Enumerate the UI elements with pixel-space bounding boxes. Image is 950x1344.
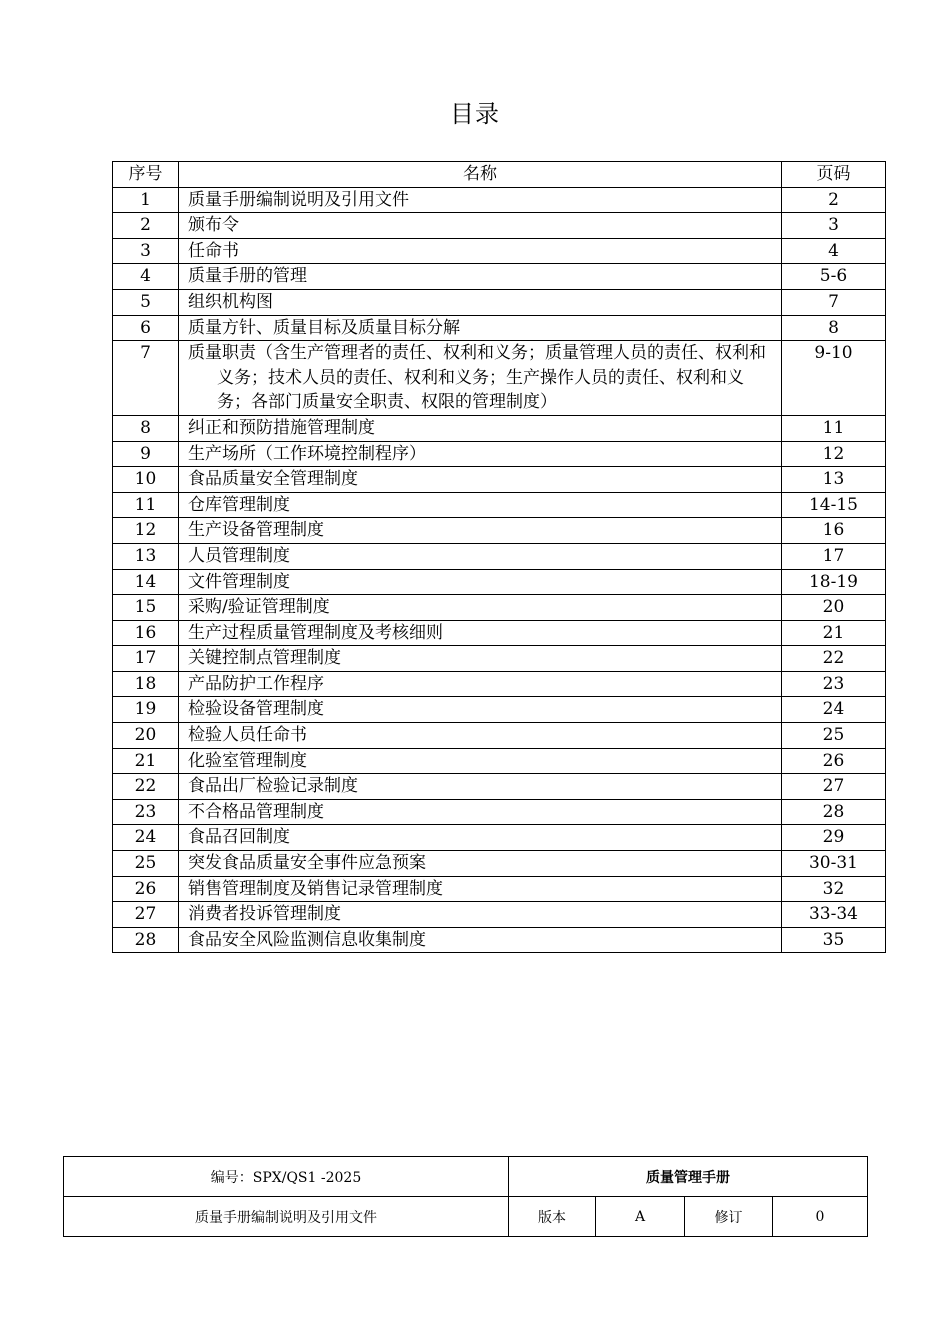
table-row	[113, 569, 886, 595]
row-num: 7	[113, 341, 179, 416]
table-row	[113, 748, 886, 774]
toc-body	[113, 187, 886, 953]
row-num: 9	[113, 441, 179, 467]
table-row	[113, 441, 886, 467]
footer-revision-label: 修订	[685, 1197, 773, 1237]
row-page: 30-31	[782, 851, 886, 877]
row-num: 25	[113, 851, 179, 877]
row-page: 26	[782, 748, 886, 774]
table-row	[113, 213, 886, 239]
row-num: 26	[113, 876, 179, 902]
row-page: 3	[782, 213, 886, 239]
row-name: 销售管理制度及销售记录管理制度	[179, 876, 782, 902]
row-page: 33-34	[782, 902, 886, 928]
row-page: 5-6	[782, 264, 886, 290]
table-row	[113, 825, 886, 851]
row-num: 10	[113, 467, 179, 493]
row-name: 食品质量安全管理制度	[179, 467, 782, 493]
row-name: 纠正和预防措施管理制度	[179, 415, 782, 441]
row-num: 18	[113, 671, 179, 697]
row-page: 2	[782, 187, 886, 213]
row-num: 28	[113, 927, 179, 953]
row-page: 7	[782, 289, 886, 315]
row-num: 12	[113, 518, 179, 544]
row-num: 5	[113, 289, 179, 315]
toc-header-row	[113, 162, 886, 188]
table-row	[113, 697, 886, 723]
table-row	[113, 646, 886, 672]
table-row	[113, 774, 886, 800]
table-row	[113, 543, 886, 569]
table-row	[113, 620, 886, 646]
row-name: 质量手册的管理	[179, 264, 782, 290]
table-row	[113, 876, 886, 902]
table-row	[113, 799, 886, 825]
header-page: 页码	[782, 162, 886, 188]
row-name: 任命书	[179, 238, 782, 264]
row-page: 22	[782, 646, 886, 672]
row-num: 4	[113, 264, 179, 290]
row-num: 20	[113, 723, 179, 749]
footer-table	[63, 1156, 868, 1237]
row-name: 化验室管理制度	[179, 748, 782, 774]
row-num: 19	[113, 697, 179, 723]
row-page: 32	[782, 876, 886, 902]
row-page: 20	[782, 595, 886, 621]
row-num: 11	[113, 492, 179, 518]
row-num: 23	[113, 799, 179, 825]
table-row	[113, 315, 886, 341]
row-page: 14-15	[782, 492, 886, 518]
table-row	[113, 671, 886, 697]
row-num: 2	[113, 213, 179, 239]
row-name: 颁布令	[179, 213, 782, 239]
table-row	[113, 723, 886, 749]
row-page: 11	[782, 415, 886, 441]
row-num: 14	[113, 569, 179, 595]
row-page: 25	[782, 723, 886, 749]
row-page: 35	[782, 927, 886, 953]
row-page: 27	[782, 774, 886, 800]
table-row	[113, 289, 886, 315]
row-page: 8	[782, 315, 886, 341]
row-num: 16	[113, 620, 179, 646]
table-row	[113, 492, 886, 518]
header-num: 序号	[113, 162, 179, 188]
row-name: 食品安全风险监测信息收集制度	[179, 927, 782, 953]
row-name: 组织机构图	[179, 289, 782, 315]
row-page: 4	[782, 238, 886, 264]
footer-code: 编号：SPX/QS1 -2025	[64, 1157, 509, 1197]
row-num: 8	[113, 415, 179, 441]
row-name: 人员管理制度	[179, 543, 782, 569]
row-name: 生产过程质量管理制度及考核细则	[179, 620, 782, 646]
row-num: 27	[113, 902, 179, 928]
table-row	[113, 851, 886, 877]
row-name: 食品出厂检验记录制度	[179, 774, 782, 800]
row-name: 检验人员任命书	[179, 723, 782, 749]
row-name: 检验设备管理制度	[179, 697, 782, 723]
row-num: 22	[113, 774, 179, 800]
row-page: 29	[782, 825, 886, 851]
row-page: 9-10	[782, 341, 886, 416]
row-name: 关键控制点管理制度	[179, 646, 782, 672]
row-num: 6	[113, 315, 179, 341]
table-row	[113, 467, 886, 493]
table-row	[113, 341, 886, 416]
row-num: 15	[113, 595, 179, 621]
table-row	[113, 187, 886, 213]
row-name: 产品防护工作程序	[179, 671, 782, 697]
row-name: 质量手册编制说明及引用文件	[179, 187, 782, 213]
row-name: 采购/验证管理制度	[179, 595, 782, 621]
row-name: 生产设备管理制度	[179, 518, 782, 544]
row-page: 17	[782, 543, 886, 569]
table-row	[113, 518, 886, 544]
table-row	[113, 902, 886, 928]
row-page: 18-19	[782, 569, 886, 595]
row-page: 12	[782, 441, 886, 467]
row-name: 质量方针、质量目标及质量目标分解	[179, 315, 782, 341]
table-row	[113, 415, 886, 441]
footer-version-value: A	[596, 1197, 685, 1237]
table-row	[113, 238, 886, 264]
row-name: 文件管理制度	[179, 569, 782, 595]
toc-table	[112, 161, 886, 953]
row-num: 1	[113, 187, 179, 213]
row-num: 24	[113, 825, 179, 851]
row-page: 23	[782, 671, 886, 697]
row-name: 生产场所（工作环境控制程序）	[179, 441, 782, 467]
row-name: 不合格品管理制度	[179, 799, 782, 825]
row-num: 17	[113, 646, 179, 672]
header-name: 名称	[179, 162, 782, 188]
row-name: 食品召回制度	[179, 825, 782, 851]
row-page: 21	[782, 620, 886, 646]
page-title: 目录	[450, 100, 500, 128]
row-page: 28	[782, 799, 886, 825]
row-num: 21	[113, 748, 179, 774]
row-name: 仓库管理制度	[179, 492, 782, 518]
table-row	[113, 927, 886, 953]
row-page: 16	[782, 518, 886, 544]
footer-doc-name: 质量手册编制说明及引用文件	[64, 1197, 509, 1237]
table-row	[113, 264, 886, 290]
row-page: 13	[782, 467, 886, 493]
footer-revision-value: 0	[773, 1197, 868, 1237]
row-name: 质量职责（含生产管理者的责任、权利和义务；质量管理人员的责任、权利和义务；技术人员的责任、权利和义务；生产操作人员的责任、权利和义务；各部门质量安全职责、权限的管理制度）	[179, 341, 782, 416]
table-row	[113, 595, 886, 621]
footer-manual-title: 质量管理手册	[509, 1157, 868, 1197]
row-name: 突发食品质量安全事件应急预案	[179, 851, 782, 877]
row-page: 24	[782, 697, 886, 723]
row-num: 3	[113, 238, 179, 264]
row-name: 消费者投诉管理制度	[179, 902, 782, 928]
footer-version-label: 版本	[509, 1197, 596, 1237]
row-num: 13	[113, 543, 179, 569]
